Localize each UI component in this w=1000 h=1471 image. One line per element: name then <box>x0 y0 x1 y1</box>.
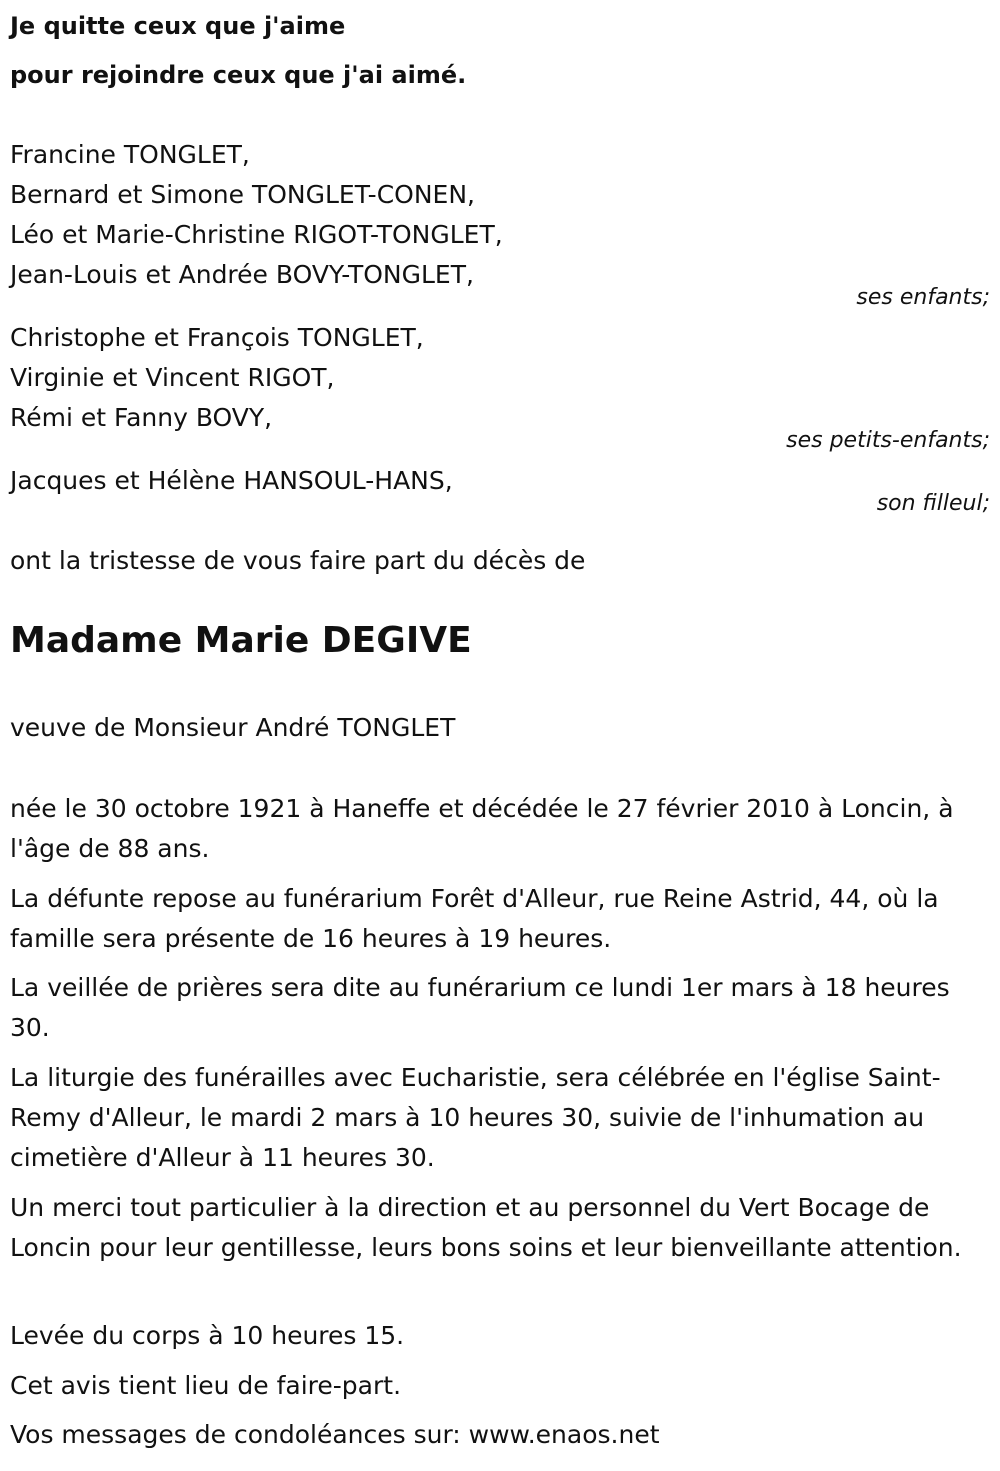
godson-role: son filleul; <box>876 491 990 516</box>
spouse-line: veuve de Monsieur André TONGLET <box>10 713 456 742</box>
grandchildren-role: ses petits-enfants; <box>786 428 990 453</box>
godson-name: Jacques et Hélène HANSOUL-HANS, <box>10 466 453 495</box>
funerarium-paragraph: La défunte repose au funérarium Forêt d'Alleur, rue Reine Astrid, 44, où la famille sera présente de 16 heures à 19 heures. <box>10 884 939 953</box>
grandchildren-name: Rémi et Fanny BOVY, <box>10 403 273 432</box>
children-name: Jean-Louis et Andrée BOVY-TONGLET, <box>10 260 474 289</box>
grandchildren-name: Christophe et François TONGLET, <box>10 323 424 352</box>
notice-paragraph: Cet avis tient lieu de faire-part. <box>10 1371 402 1400</box>
epigraph-line-2: pour rejoindre ceux que j'ai aimé. <box>10 61 467 89</box>
children-role: ses enfants; <box>856 285 990 310</box>
vigil-paragraph: La veillée de prières sera dite au funérarium ce lundi 1er mars à 18 heures 30. <box>10 973 950 1042</box>
liturgy-paragraph: La liturgie des funérailles avec Eucharistie, sera célébrée en l'église Saint-Remy d'Alleur, le mardi 2 mars à 10 heures 30, suivie de l'inhumation au cimetière d'Alleur à 11 heures 30. <box>10 1063 941 1172</box>
children-name: Francine TONGLET, <box>10 140 250 169</box>
children-name: Bernard et Simone TONGLET-CONEN, <box>10 180 475 209</box>
epigraph-line-1: Je quitte ceux que j'aime <box>10 12 346 40</box>
birth-death-paragraph: née le 30 octobre 1921 à Haneffe et décédée le 27 février 2010 à Loncin, à l'âge de 88 ans. <box>10 794 954 863</box>
children-name: Léo et Marie-Christine RIGOT-TONGLET, <box>10 220 503 249</box>
grandchildren-name: Virginie et Vincent RIGOT, <box>10 363 335 392</box>
thanks-paragraph: Un merci tout particulier à la direction et au personnel du Vert Bocage de Loncin pour leur gentillesse, leurs bons soins et leur bienveillante attention. <box>10 1193 962 1262</box>
announcement-text: ont la tristesse de vous faire part du décès de <box>10 546 586 575</box>
deceased-name: Madame Marie DEGIVE <box>10 620 472 661</box>
body-lifting-paragraph: Levée du corps à 10 heures 15. <box>10 1321 405 1350</box>
condolences-paragraph: Vos messages de condoléances sur: www.enaos.net <box>10 1420 660 1449</box>
